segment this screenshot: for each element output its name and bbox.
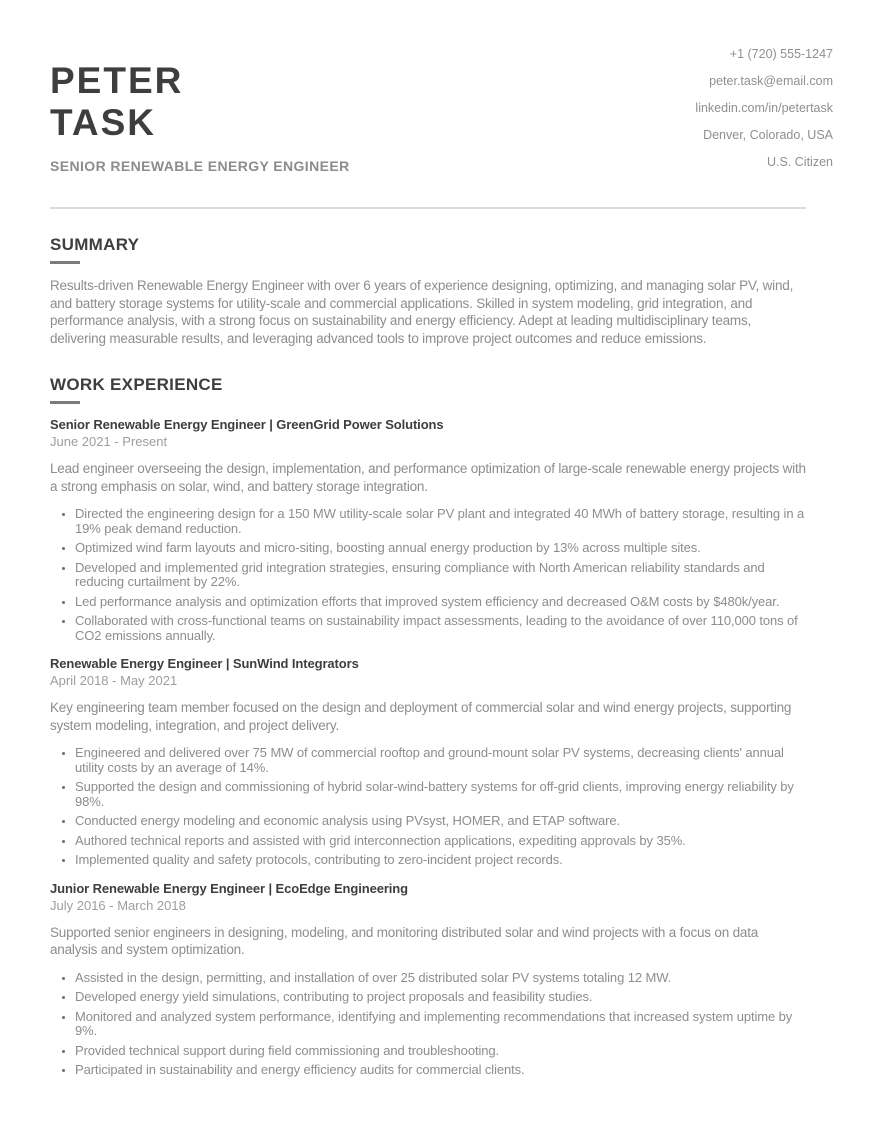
bullet-item: • Optimized wind farm layouts and micro-siting, boosting annual energy production by 13% across multiple sites. <box>75 541 806 556</box>
candidate-name <box>50 60 350 144</box>
job-3-description: Supported senior engineers in designing, modeling, and monitoring distributed solar and wind projects with a focus on data analysis and system optimization. <box>50 924 759 957</box>
contact-linkedin: linkedin.com/in/petertask <box>695 101 833 115</box>
bullet-item: • Led performance analysis and optimization efforts that improved system efficiency and decreased O&M costs by $480k/year. <box>75 595 806 610</box>
work-experience-section <box>50 375 806 1078</box>
bullet-item: • Collaborated with cross-functional teams on sustainability impact assessments, leading to the avoidance of over 110,000 tons of CO2 emissions annually. <box>75 614 806 643</box>
summary-heading: SUMMARY <box>50 235 140 254</box>
name-block <box>50 48 350 174</box>
job-3-bullets <box>50 971 806 1078</box>
summary-heading-underline <box>50 261 80 264</box>
work-experience-heading: WORK EXPERIENCE <box>50 375 223 394</box>
job-1-title: Senior Renewable Energy Engineer | GreenGrid Power Solutions <box>50 417 444 432</box>
bullet-item: • Developed energy yield simulations, contributing to project proposals and feasibility studies. <box>75 990 806 1005</box>
job-entry-3 <box>50 881 806 1078</box>
job-2-title: Renewable Energy Engineer | SunWind Integrators <box>50 656 359 671</box>
job-entry-2 <box>50 656 806 868</box>
job-entry-1 <box>50 417 806 643</box>
candidate-last-name: TASK <box>50 102 156 143</box>
contact-citizenship: U.S. Citizen <box>767 155 833 169</box>
job-2-dates: April 2018 - May 2021 <box>50 673 178 688</box>
bullet-item: • Assisted in the design, permitting, and installation of over 25 distributed solar PV systems totaling 12 MW. <box>75 971 806 986</box>
bullet-item: • Developed and implemented grid integration strategies, ensuring compliance with North American reliability standards and reducing curtailment by 22%. <box>75 561 806 590</box>
bullet-item: • Monitored and analyzed system performance, identifying and implementing recommendations that increased system uptime by 9%. <box>75 1010 806 1039</box>
bullet-item: • Implemented quality and safety protocols, contributing to zero-incident project records. <box>75 853 806 868</box>
bullet-item: • Provided technical support during field commissioning and troubleshooting. <box>75 1044 806 1059</box>
bullet-item: • Authored technical reports and assisted with grid interconnection applications, expediting approvals by 35%. <box>75 834 806 849</box>
bullet-item: • Supported the design and commissioning of hybrid solar-wind-battery systems for off-grid clients, improving energy reliability by 98%. <box>75 780 806 809</box>
bullet-item: • Directed the engineering design for a 150 MW utility-scale solar PV plant and integrated 40 MWh of battery storage, resulting in a 19% peak demand reduction. <box>75 507 806 536</box>
bullet-item: • Engineered and delivered over 75 MW of commercial rooftop and ground-mount solar PV systems, decreasing clients' annual utility costs by an average of 14%. <box>75 746 806 775</box>
job-2-bullets <box>50 746 806 868</box>
job-1-dates: June 2021 - Present <box>50 434 168 449</box>
resume-header <box>50 47 833 174</box>
candidate-first-name: PETER <box>50 60 184 101</box>
job-1-bullets <box>50 507 806 643</box>
job-1-description: Lead engineer overseeing the design, implementation, and performance optimization of large-scale renewable energy projects with a strong emphasis on solar, wind, and battery storage integration. <box>50 461 806 494</box>
job-3-title: Junior Renewable Energy Engineer | EcoEdge Engineering <box>50 880 408 896</box>
summary-section <box>50 235 806 347</box>
job-2-description: Key engineering team member focused on the design and deployment of commercial solar and wind energy projects, supporting system modeling, integration, and project delivery. <box>50 700 792 733</box>
bullet-item: • Participated in sustainability and energy efficiency audits for commercial clients. <box>75 1063 806 1078</box>
contact-block <box>681 48 833 169</box>
header-divider <box>50 207 806 209</box>
contact-phone: +1 (720) 555-1247 <box>729 47 833 61</box>
bullet-item: • Conducted energy modeling and economic analysis using PVsyst, HOMER, and ETAP software. <box>75 814 806 829</box>
summary-text: Results-driven Renewable Energy Engineer with over 6 years of experience designing, optimizing, and managing solar PV, wind, and battery storage systems for utility-scale and commercial applications. Skilled in system modeling, grid integration, and performance analysis, with a strong focus on sustainability and energy efficiency. Adept at leading multidisciplinary teams, delivering measurable results, and leveraging advanced tools to improve project outcomes and reduce emissions. <box>50 278 794 346</box>
job-3-dates: July 2016 - March 2018 <box>50 897 186 913</box>
candidate-job-title: SENIOR RENEWABLE ENERGY ENGINEER <box>50 158 350 174</box>
contact-location: Denver, Colorado, USA <box>703 128 833 142</box>
work-experience-heading-underline <box>50 401 80 404</box>
contact-email: peter.task@email.com <box>709 74 833 88</box>
